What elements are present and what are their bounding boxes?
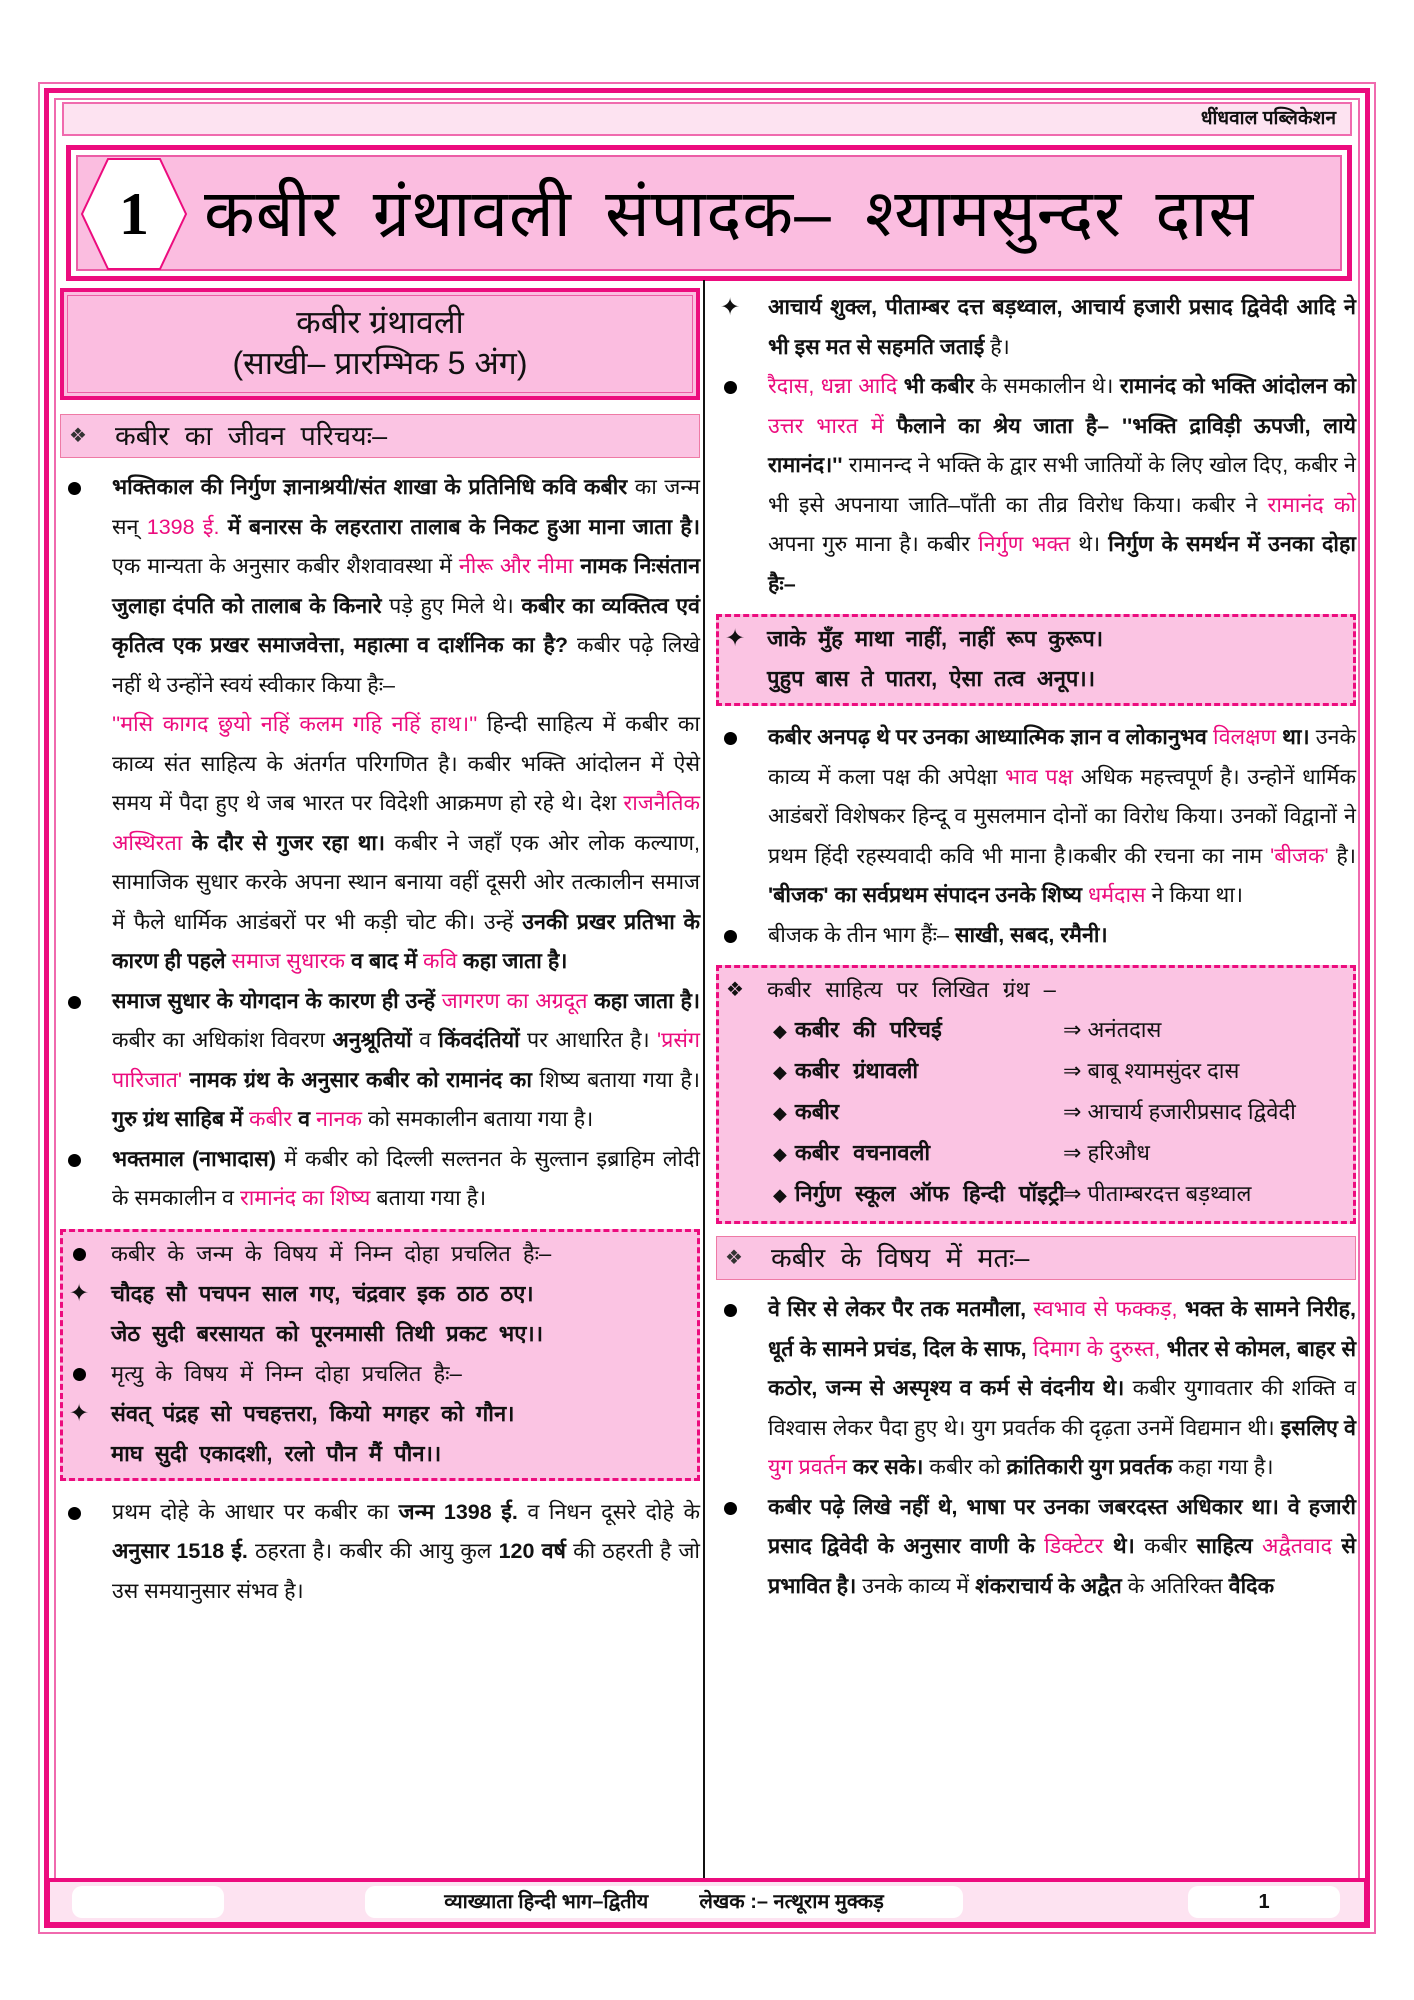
- bold-text: रामानंद को भक्ति आंदोलन को: [1119, 374, 1356, 398]
- four-point-star-icon: ✦: [719, 294, 741, 321]
- chapter-title-band: [66, 145, 1352, 281]
- body-text: थे।: [1070, 532, 1109, 556]
- bold-text: कबीर अनपढ़ थे पर उनका आध्यात्मिक ज्ञान व लोकानुभव: [768, 725, 1213, 749]
- bold-text: वे सिर से लेकर पैर तक मतमौला,: [768, 1297, 1034, 1321]
- highlight-text: अद्वैतवाद: [1262, 1534, 1332, 1558]
- bold-text: भक्त के सामने निरीह, धूर्त के सामने प्रचंड, दिल के साफ,: [768, 1297, 1356, 1361]
- doha-intro-text: मृत्यु के विषय में निम्न दोहा प्रचलित हैः–: [111, 1360, 462, 1386]
- bullet-icon: [67, 1234, 91, 1274]
- heading-line-2: (साखी– प्रारम्भिक 5 अंग): [232, 345, 528, 381]
- bullet-icon: [718, 916, 742, 956]
- bold-text: जन्म 1398 ई.: [398, 1499, 518, 1524]
- arrow-icon: ⇒: [1063, 1140, 1088, 1165]
- book-row: [719, 1174, 1349, 1215]
- book-author: ⇒ आचार्य हजारीप्रसाद द्विवेदी: [1063, 1099, 1296, 1124]
- book-title: ◆ निर्गुण स्कूल ऑफ हिन्दी पॉइट्री: [773, 1181, 1065, 1206]
- highlight-text: डिक्टेटर: [1044, 1534, 1104, 1558]
- diamond-bullet-icon: ◆: [773, 1062, 787, 1082]
- paragraph-text: [112, 1500, 700, 1603]
- bullet-icon: [62, 1493, 86, 1533]
- highlight-text: धर्मदास: [1087, 883, 1146, 907]
- paragraph-ramanand: [716, 367, 1356, 604]
- body-text: कबीर ने जहाँ एक ओर लोक कल्याण, सामाजिक सुधार करके अपना स्थान बनाया वहीं दूसरी ओर तत्कालीन समाज में फैले धार्मिक आडंबरों पर भी कड़ी चोट की। उन्हें: [112, 830, 700, 934]
- bold-text: इसलिए वे: [1280, 1415, 1356, 1440]
- section-title-text: कबीर के विषय में मतः–: [771, 1243, 1030, 1273]
- bold-text: व: [292, 1107, 317, 1131]
- highlight-text: कबीर: [248, 1107, 293, 1131]
- arrow-icon: ⇒: [1063, 1099, 1088, 1124]
- doha-line-text: संवत् पंद्रह सो पचहत्तरा, कियो मगहर को गौन।: [111, 1400, 515, 1426]
- body-text: पड़े हुए मिले थे।: [381, 593, 522, 618]
- bold-text: कहा जाता है।: [457, 949, 568, 973]
- book-title: ◆ कबीर वचनावली: [773, 1140, 931, 1165]
- book-author: ⇒ बाबू श्यामसुंदर दास: [1063, 1058, 1240, 1083]
- body-text: का जन्म सन्: [112, 475, 700, 539]
- highlight-text: दिमाग के दुरुस्त,: [1032, 1336, 1161, 1361]
- bold-text: गुरु ग्रंथ साहिब में: [112, 1107, 249, 1131]
- arrow-icon: ⇒: [1063, 1017, 1088, 1042]
- books-title: [719, 970, 1349, 1010]
- highlight-text: रामानंद को: [1267, 492, 1356, 517]
- highlight-text: स्वभाव से फक्कड़,: [1033, 1297, 1178, 1321]
- bold-text: निर्गुण के समर्थन में उनका दोहा हैः–: [768, 532, 1356, 596]
- highlight-text: 'प्रसंग पारिजात': [112, 1028, 700, 1092]
- doha-birth-intro: [63, 1234, 693, 1274]
- books-box: [716, 965, 1356, 1224]
- heading-line-1: कबीर ग्रंथावली: [296, 304, 464, 340]
- bullet-icon: [718, 1290, 742, 1330]
- paragraph-scholars: [716, 288, 1356, 367]
- bold-text: वैदिक: [1228, 1573, 1275, 1598]
- paragraph-birth: [60, 468, 700, 982]
- highlight-text: ''मसि कागद छुयो नहिं कलम गहि नहिं हाथ।'': [112, 712, 478, 736]
- bold-text: के दौर से गुजर रहा था।: [182, 830, 386, 855]
- bold-text: भक्तिकाल की निर्गुण ज्ञानाश्रयी/संत शाखा के प्रतिनिधि कवि कबीर: [112, 475, 628, 499]
- body-text: ठहरता है। कबीर की आयु कुल: [247, 1539, 499, 1563]
- body-text: कबीर का अधिकांश विवरण: [112, 1028, 333, 1052]
- doha-intro-text: कबीर के जन्म के विषय में निम्न दोहा प्रचलित हैः–: [111, 1240, 552, 1266]
- four-point-star-icon: ✦: [68, 1279, 90, 1307]
- paragraph-text: [768, 725, 1356, 907]
- arrow-icon: ⇒: [1063, 1181, 1088, 1206]
- body-text: की ठहरती है जो उस समयानुसार संभव है।: [112, 1539, 700, 1603]
- body-text: कबीर: [1134, 1534, 1197, 1558]
- body-text: रामानन्द ने भक्ति के द्वार सभी जातियों के लिए खोल दिए, कबीर ने भी इसे अपनाया जाति–पाँती का तीव्र विरोध किया। कबीर ने: [768, 453, 1356, 517]
- body-text: कबीर पढ़े लिखे नहीं थे उन्होंने स्वयं स्वीकार किया हैः–: [112, 633, 700, 697]
- chapter-number: 1: [119, 181, 149, 247]
- bullet-icon: [718, 718, 742, 758]
- book-author: ⇒ अनंतदास: [1063, 1017, 1162, 1042]
- body-text: एक मान्यता के अनुसार कबीर शैशवावस्था में: [112, 554, 459, 578]
- paragraph-samaj-sudhar: [60, 982, 700, 1140]
- doha-death-line-2: [63, 1434, 693, 1474]
- body-text: उनके काव्य में कला पक्ष की अपेक्षा: [768, 725, 1356, 789]
- left-column: [60, 288, 700, 1611]
- bold-text: शंकराचार्य के अद्वैत: [975, 1573, 1122, 1598]
- arrow-icon: ⇒: [1063, 1058, 1088, 1083]
- footer-book-title: व्याख्याता हिन्दी भाग–द्वितीय: [444, 1891, 649, 1913]
- body-text: उनके काव्य में: [856, 1573, 976, 1598]
- diamond-bullet-icon: ◆: [773, 1144, 787, 1164]
- highlight-text: 1398 ई.: [146, 514, 220, 539]
- four-diamond-icon: ❖: [725, 1247, 743, 1269]
- diamond-bullet-icon: ◆: [773, 1021, 787, 1041]
- body-text: पर आधारित है।: [519, 1028, 658, 1052]
- paragraph-bijak-parts: [716, 916, 1356, 956]
- bold-text: कबीर पढ़े लिखे नहीं थे, भाषा पर उनका जबरदस्त अधिकार था। वे हजारी प्रसाद द्विवेदी के अनुसार वाणी के: [768, 1494, 1356, 1558]
- four-point-star-icon: ✦: [68, 1399, 90, 1427]
- four-diamond-icon: ❖: [69, 425, 87, 447]
- highlight-text: युग प्रवर्तन: [768, 1455, 847, 1479]
- book-author: ⇒ पीताम्बरदत्त बड़थ्वाल: [1063, 1181, 1252, 1206]
- doha-birth-line-1: [63, 1274, 693, 1314]
- paragraph-personality: [716, 1290, 1356, 1488]
- bold-text: भी कबीर: [897, 374, 975, 398]
- body-text: के समकालीन थे।: [974, 374, 1120, 398]
- bold-text: भक्तमाल (नाभादास): [112, 1146, 277, 1171]
- body-text: है।: [984, 334, 1010, 359]
- highlight-text: निर्गुण भक्त: [978, 532, 1071, 556]
- books-list: [719, 1010, 1349, 1215]
- paragraph-bijak: [716, 718, 1356, 916]
- nirgun-doha-line-1: [719, 619, 1349, 659]
- highlight-text: भाव पक्ष: [1005, 764, 1073, 789]
- highlight-text: रामानंद का शिष्य: [239, 1186, 371, 1210]
- paragraph-text: [768, 1297, 1356, 1479]
- doha-box-birth-death: [60, 1229, 700, 1481]
- bullet-icon: [62, 468, 86, 508]
- diamond-bullet-icon: ◆: [773, 1103, 787, 1123]
- body-text: बीजक के तीन भाग हैंः–: [768, 922, 955, 947]
- books-title-text: कबीर साहित्य पर लिखित ग्रंथ –: [767, 977, 1056, 1002]
- bullet-icon: [718, 367, 742, 407]
- highlight-text: समाज सुधारक: [231, 949, 346, 973]
- doha-line-text: चौदह सौ पचपन साल गए, चंद्रवार इक ठाठ ठए।: [111, 1280, 534, 1306]
- section-title-opinions: [716, 1236, 1356, 1280]
- highlight-text: कवि: [423, 949, 458, 973]
- body-text: कहा गया है।: [1172, 1455, 1274, 1479]
- bold-text: क्रांतिकारी युग प्रवर्तक: [1006, 1455, 1173, 1479]
- body-text: कबीर युगावतार की शक्ति व विश्वास लेकर पैदा हुए थे। युग प्रवर्तक की दृढ़ता उनमें विद्यमान थी।: [768, 1376, 1356, 1440]
- bold-text: कहा जाता है।: [587, 988, 701, 1013]
- paragraph-text-cont: [112, 705, 700, 982]
- bold-text: था।: [1276, 725, 1310, 749]
- body-text: अपना गुरु माना है। कबीर: [768, 532, 979, 556]
- diamond-bullet-icon: ◆: [773, 1185, 787, 1205]
- highlight-text: उत्तर भारत में: [768, 413, 884, 438]
- bullet-icon: [62, 1140, 86, 1180]
- bullet-icon: [67, 1354, 91, 1394]
- doha-line-text: जेठ सुदी बरसायत को पूरनमासी तिथी प्रकट भए।।: [111, 1320, 544, 1346]
- doha-line-text: माघ सुदी एकादशी, रलो पौन मैं पौन।।: [111, 1440, 442, 1466]
- four-diamond-icon: ❖: [726, 979, 744, 1001]
- bold-text: 120 वर्ष: [498, 1539, 566, 1563]
- bold-text: नामक निःसंतान जुलाहा दंपति को तालाब के किनारे: [112, 554, 701, 618]
- paragraph-text: [768, 295, 1356, 359]
- bold-text: साहित्य: [1196, 1534, 1263, 1558]
- book-row: [719, 1092, 1349, 1133]
- book-title: ◆ कबीर ग्रंथावली: [773, 1058, 919, 1083]
- paragraph-text: [768, 1495, 1356, 1598]
- body-text: अधिक महत्त्वपूर्ण है। उन्होनें धार्मिक आडंबरों विशेषकर हिन्दू व मुसलमान दोनों का विरोध किया। उनकों विद्वानों ने प्रथम हिंदी रहस्यवादी कवि भी माना है।कबीर की रचना का नाम: [768, 764, 1356, 868]
- body-text: हिन्दी साहित्य में कबीर का काव्य संत साहित्य के अंतर्गत परिगणित है। कबीर भक्ति आंदोलन में ऐसे समय में पैदा हुए थे जब भारत पर विदेशी आक्रमण हो रहे थे। देश: [112, 712, 700, 815]
- section-heading-inner: [67, 295, 693, 393]
- paragraph-text: [768, 923, 1108, 947]
- bold-text: अनुश्रूतियों: [332, 1028, 412, 1052]
- paragraph-language: [716, 1488, 1356, 1607]
- doha-line-text: पुहुप बास ते पातरा, ऐसा तत्व अनूप।।: [767, 666, 1096, 691]
- highlight-text: 'बीजक': [1270, 843, 1329, 868]
- book-row: [719, 1051, 1349, 1092]
- doha-death-line-1: [63, 1394, 693, 1434]
- body-text: में कबीर को दिल्ली सल्तनत के सुल्तान इब्राहिम लोदी के समकालीन व: [112, 1146, 700, 1210]
- body-text: ने किया था।: [1145, 883, 1244, 907]
- paragraph-text: [112, 475, 700, 697]
- section-title-text: कबीर का जीवन परिचयः–: [115, 421, 388, 451]
- bullet-icon: [62, 982, 86, 1022]
- book-title: ◆ कबीर: [773, 1099, 839, 1124]
- nirgun-doha-line-2: [719, 659, 1349, 699]
- footer-page-pill: [1188, 1886, 1340, 1918]
- bold-text: थे।: [1103, 1534, 1135, 1558]
- bold-text: उनकी प्रखर प्रतिभा के कारण ही पहले: [112, 909, 700, 973]
- body-text: व: [411, 1028, 439, 1052]
- footer-left-pill: [72, 1886, 224, 1918]
- paragraph-bhaktmal: [60, 1140, 700, 1219]
- footer-band: [46, 1878, 1368, 1926]
- bold-text: व बाद में: [345, 949, 424, 973]
- highlight-text: नानक: [316, 1107, 362, 1131]
- bold-text: किंवदंतियों: [438, 1028, 520, 1052]
- bold-text: साखी, सबद, रमैनी।: [954, 922, 1108, 947]
- book-row: [719, 1010, 1349, 1051]
- body-text: बताया गया है।: [370, 1186, 487, 1210]
- bold-text: 'बीजक' का सर्वप्रथम संपादन उनके शिष्य: [768, 883, 1088, 907]
- highlight-text: रैदास, धन्ना आदि: [768, 374, 898, 398]
- bold-text: अनुसार 1518 ई.: [112, 1539, 248, 1563]
- doha-line-text: जाके मुँह माथा नाहीं, नाहीं रूप कुरूप।: [767, 626, 1104, 651]
- bold-text: कबीर का व्यक्तित्व एवं कृतित्व एक प्रखर समाजवेत्ता, महात्मा व दार्शनिक का है?: [112, 593, 700, 657]
- bold-text: नामक ग्रंथ के अनुसार कबीर को रामानंद का: [182, 1067, 532, 1092]
- chapter-number-hexagon: [78, 157, 190, 271]
- footer-author: लेखक :– नत्थूराम मुक्कड़: [699, 1891, 884, 1913]
- chapter-title-inner: [76, 155, 1342, 271]
- highlight-text: राजनैतिक अस्थिरता: [112, 791, 700, 855]
- chapter-title: कबीर ग्रंथावली संपादक– श्यामसुन्दर दास: [204, 176, 1255, 250]
- body-text: है।: [1328, 843, 1356, 868]
- column-divider: [703, 280, 705, 1890]
- bold-text: से प्रभावित है।: [768, 1534, 1356, 1598]
- paragraph-age: [60, 1493, 700, 1612]
- highlight-text: नीरू और नीमा: [458, 554, 574, 578]
- paragraph-text: [112, 989, 700, 1132]
- page-number: 1: [1258, 1891, 1270, 1913]
- bold-text: फैलाने का श्रेय जाता है– ''भक्ति द्राविड़ी ऊपजी, लाये रामानंद।'': [768, 413, 1357, 477]
- doha-box-nirgun: [716, 614, 1356, 706]
- bold-text: समाज सुधार के योगदान के कारण ही उन्हें: [112, 988, 442, 1013]
- four-point-star-icon: ✦: [724, 625, 746, 652]
- section-heading-box: [60, 288, 700, 400]
- highlight-text: विलक्षण: [1213, 725, 1277, 749]
- book-title: ◆ कबीर की परिचई: [773, 1017, 942, 1042]
- bold-text: आचार्य शुक्ल, पीताम्बर दत्त बड़थ्वाल, आचार्य हजारी प्रसाद द्विवेदी आदि ने भी इस मत से सहमति जताई: [768, 295, 1356, 359]
- bold-text: भीतर से कोमल, बाहर से कठोर, जन्म से अस्पृश्य व कर्म से वंदनीय थे।: [768, 1336, 1356, 1400]
- publisher-bar: [62, 102, 1352, 136]
- right-column: [716, 288, 1356, 1606]
- body-text: शिष्य बताया गया है।: [531, 1067, 700, 1092]
- body-text: प्रथम दोहे के आधार पर कबीर का: [112, 1499, 399, 1524]
- doha-birth-line-2: [63, 1314, 693, 1354]
- book-row: [719, 1133, 1349, 1174]
- paragraph-text: [112, 1147, 700, 1211]
- paragraph-text: [768, 374, 1356, 596]
- body-text: व निधन दूसरे दोहे के: [517, 1499, 701, 1524]
- body-text: को समकालीन बताया गया है।: [361, 1107, 594, 1131]
- body-text: कबीर को: [923, 1455, 1007, 1479]
- section-title-jivan-parichay: [60, 414, 700, 458]
- bold-text: में बनारस के लहरतारा तालाब के निकट हुआ माना जाता है।: [219, 514, 700, 539]
- body-text: के अतिरिक्त: [1121, 1573, 1229, 1598]
- bold-text: कर सके।: [846, 1455, 924, 1479]
- bullet-icon: [718, 1488, 742, 1528]
- highlight-text: जागरण का अग्रदूत: [441, 988, 588, 1013]
- footer-center-pill: [365, 1886, 963, 1918]
- doha-death-intro: [63, 1354, 693, 1394]
- book-author: ⇒ हरिऔध: [1063, 1140, 1150, 1165]
- publisher-name: धींधवाल पब्लिकेशन: [1200, 108, 1336, 129]
